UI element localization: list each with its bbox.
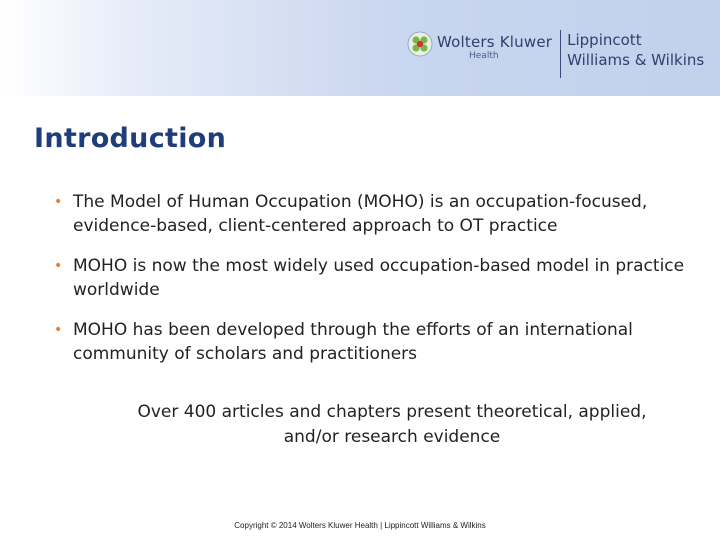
bullet-marker: • — [54, 258, 63, 274]
bullet-text: MOHO is now the most widely used occupation-based model in practice worldwide — [73, 256, 685, 300]
header-band — [0, 0, 720, 96]
logo-divider — [560, 30, 561, 78]
copyright-footer: Copyright © 2014 Wolters Kluwer Health | Lippincott Williams & Wilkins — [234, 521, 486, 530]
bullet-text: MOHO has been developed through the efforts of an international community of scholars and practitioners — [73, 320, 633, 364]
wolters-kluwer-logo-icon — [407, 31, 433, 57]
bullet-item — [52, 318, 692, 366]
bullet-item — [52, 254, 692, 302]
slide-title: Introduction — [34, 123, 227, 154]
brand-subtitle: Health — [469, 51, 499, 61]
partner-logo-text — [567, 30, 704, 70]
brand-name: Wolters Kluwer — [437, 33, 553, 51]
bullet-text: The Model of Human Occupation (MOHO) is an occupation-focused, evidence-based, client-centered approach to OT practice — [73, 192, 648, 236]
partner-line-2: Williams & Wilkins — [567, 51, 705, 69]
bullet-list — [52, 190, 692, 382]
partner-line-1: Lippincott — [567, 31, 642, 49]
publisher-logo — [407, 30, 704, 80]
bullet-marker: • — [54, 194, 63, 210]
bullet-item — [52, 190, 692, 238]
bullet-marker: • — [54, 322, 63, 338]
sub-point-text: Over 400 articles and chapters present theoretical, applied, and/or research evidence — [137, 402, 647, 447]
